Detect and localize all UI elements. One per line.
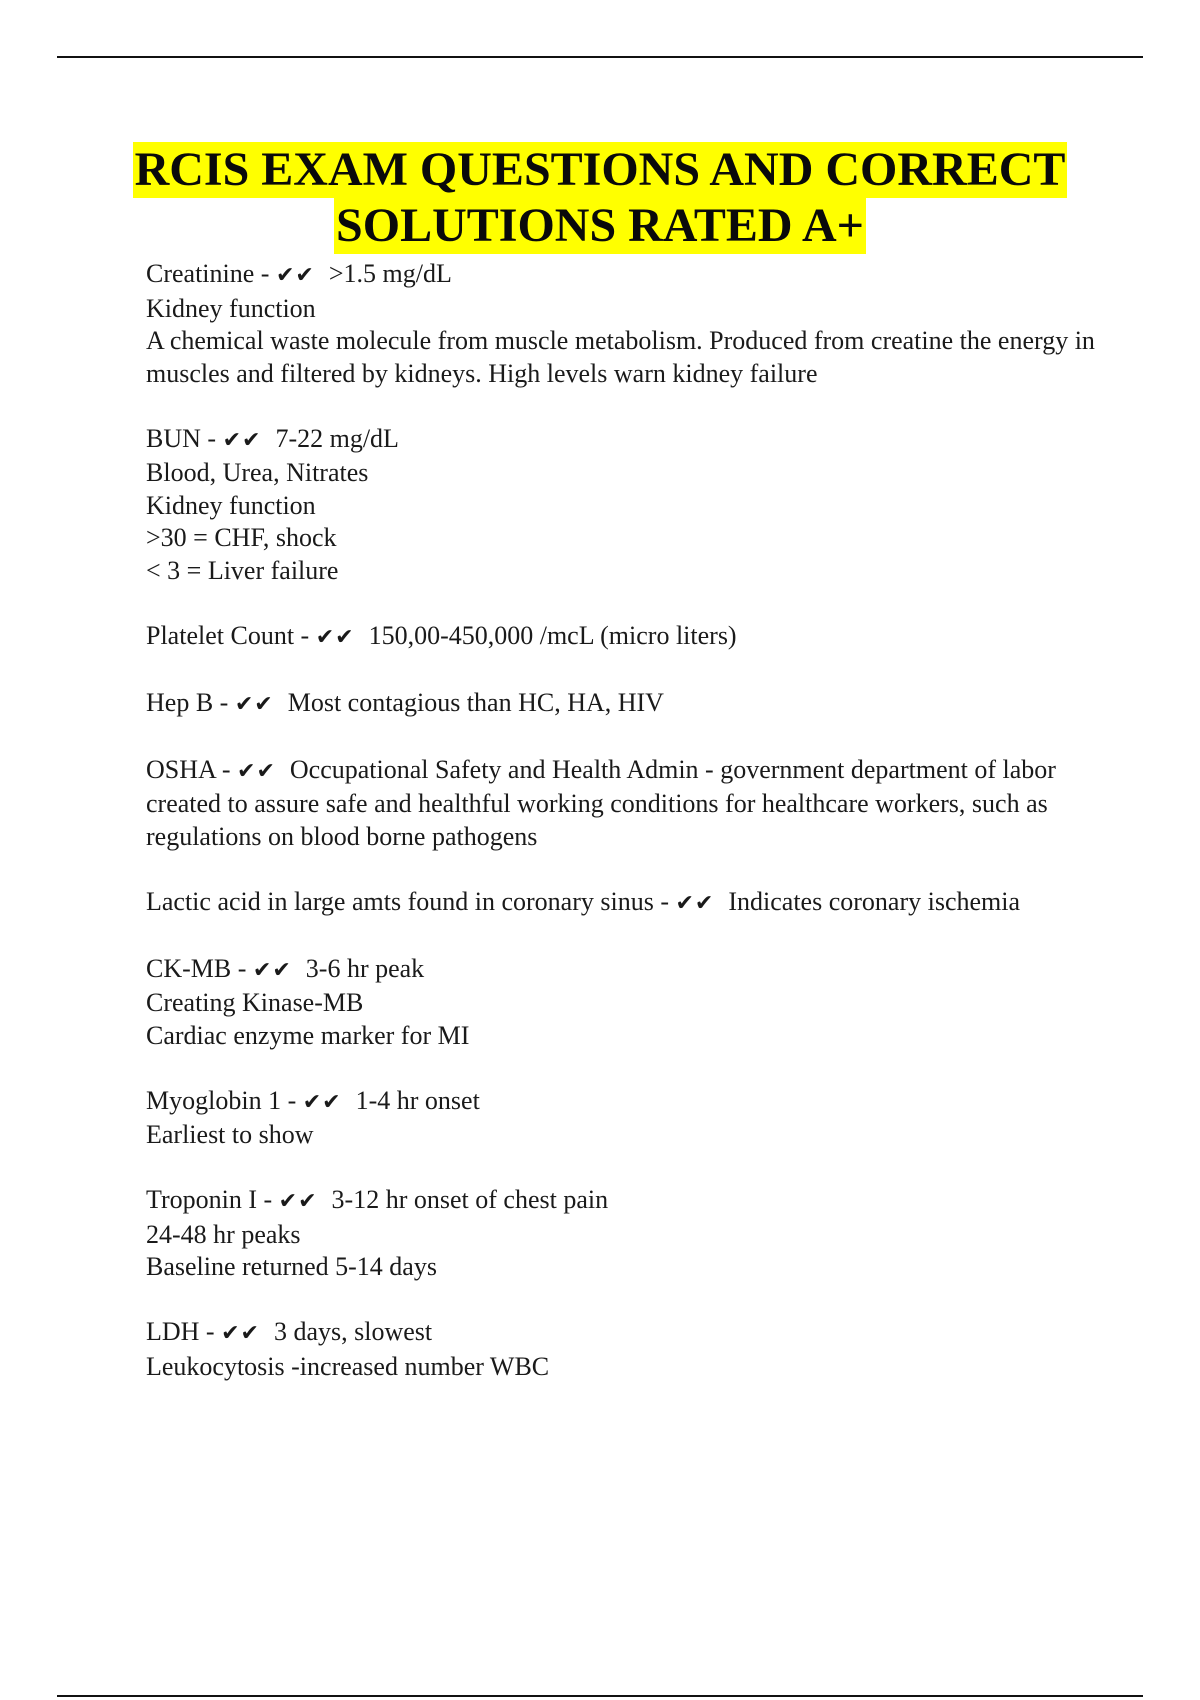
term: Creatinine -	[146, 259, 276, 288]
detail-line: Creating Kinase-MB	[146, 988, 364, 1017]
answer: 150,00-450,000 /mcL (micro liters)	[368, 620, 737, 650]
answer: 1-4 hr onset	[355, 1085, 480, 1115]
check-icon: ✔✔	[278, 1189, 318, 1214]
check-icon: ✔✔	[252, 957, 292, 983]
flashcard-myoglobin	[146, 1085, 1106, 1152]
flashcard-osha	[146, 754, 1106, 854]
detail-line: Kidney function	[146, 293, 316, 323]
term: Hep B -	[146, 687, 235, 717]
flashcard-troponin	[146, 1184, 1106, 1284]
flashcard-platelet-count	[146, 620, 1106, 655]
check-icon: ✔✔	[675, 890, 715, 916]
flashcard-list	[146, 258, 1106, 1416]
term: CK-MB -	[146, 953, 253, 983]
header-rule	[57, 56, 1143, 58]
detail-line: Earliest to show	[146, 1120, 314, 1149]
detail-line: A chemical waste molecule from muscle metabolism. Produced from creatine the energy in muscles and filtered by kidneys. High levels warn kidney failure	[146, 326, 1095, 388]
answer: >1.5 mg/dL	[328, 259, 452, 288]
answer: 7-22 mg/dL	[275, 423, 399, 453]
answer: Indicates coronary ischemia	[728, 886, 1021, 916]
term: Troponin I -	[146, 1185, 279, 1214]
check-icon: ✔✔	[275, 263, 315, 288]
check-icon: ✔✔	[237, 758, 276, 784]
detail-line: Cardiac enzyme marker for MI	[146, 1020, 470, 1050]
detail-line: Blood, Urea, Nitrates	[146, 458, 369, 487]
detail-line: Baseline returned 5-14 days	[146, 1252, 437, 1281]
check-icon: ✔✔	[315, 624, 355, 650]
check-icon: ✔✔	[234, 691, 274, 717]
flashcard-ldh	[146, 1316, 1106, 1383]
flashcard-ck-mb	[146, 953, 1106, 1053]
term: OSHA -	[146, 754, 238, 784]
term: Myoglobin 1 -	[146, 1085, 303, 1115]
answer: Most contagious than HC, HA, HIV	[287, 687, 664, 717]
detail-line: Leukocytosis -increased number WBC	[146, 1351, 550, 1381]
detail-line: < 3 = Liver failure	[146, 555, 339, 585]
term: Platelet Count -	[146, 620, 316, 650]
check-icon: ✔✔	[222, 427, 262, 453]
detail-line: >30 = CHF, shock	[146, 523, 337, 552]
answer: 3-12 hr onset of chest pain	[331, 1185, 609, 1214]
document-title	[0, 142, 1200, 254]
footer-rule	[57, 1695, 1143, 1697]
term: Lactic acid in large amts found in coronary sinus -	[146, 886, 676, 916]
check-icon: ✔✔	[221, 1321, 260, 1346]
answer: 3 days, slowest	[273, 1317, 433, 1346]
flashcard-creatinine	[146, 258, 1106, 390]
flashcard-bun	[146, 423, 1106, 588]
flashcard-lactic-acid	[146, 886, 1106, 921]
title-line-2: SOLUTIONS RATED A+	[336, 199, 864, 252]
flashcard-hep-b	[146, 687, 1106, 722]
detail-line: 24-48 hr peaks	[146, 1219, 301, 1249]
term: LDH -	[146, 1317, 222, 1346]
detail-line: Kidney function	[146, 490, 316, 520]
answer: 3-6 hr peak	[305, 953, 425, 983]
check-icon: ✔✔	[302, 1089, 342, 1115]
title-line-1: RCIS EXAM QUESTIONS AND CORRECT	[134, 143, 1066, 196]
answer: Occupational Safety and Health Admin - government department of labor created to assure safe and healthful working conditions for healthcare workers, such as regulations on blood borne pathogens	[146, 754, 1056, 851]
term: BUN -	[146, 423, 223, 453]
